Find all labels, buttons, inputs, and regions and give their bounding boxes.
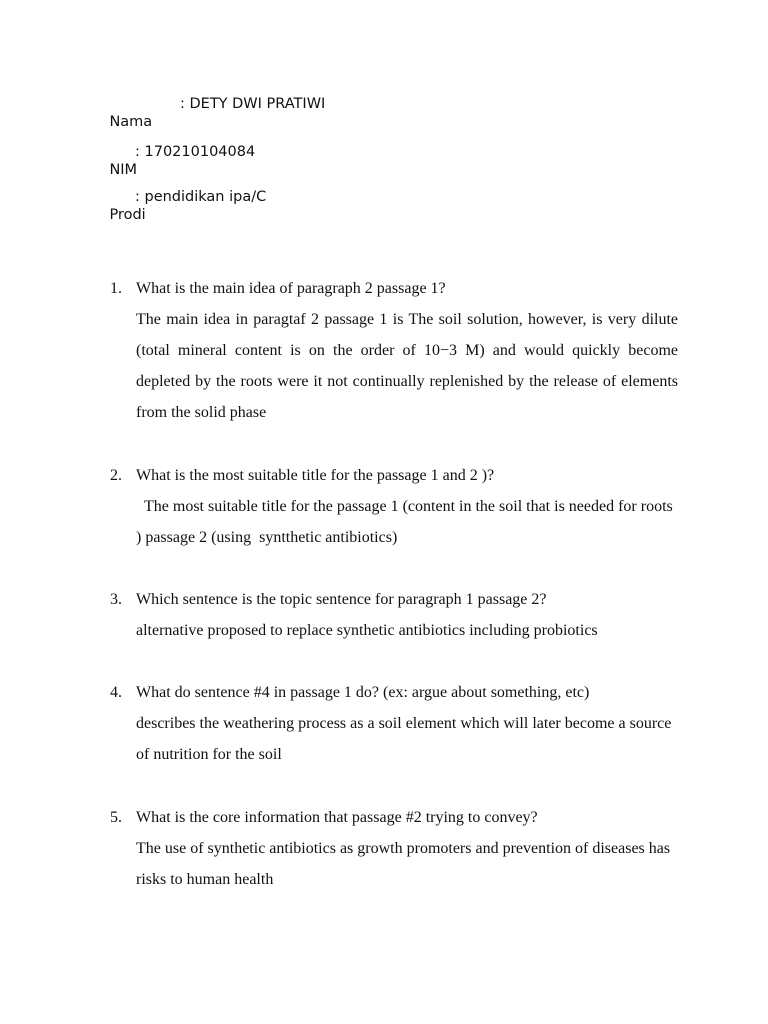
question-text: What is the main idea of paragraph 2 passage 1? bbox=[136, 280, 446, 297]
question-number: 2. bbox=[110, 467, 122, 484]
nim-value: : 170210104084 bbox=[135, 144, 256, 160]
answer-text: describes the weathering process as a soil element which will later become a source of nutrition for the soil bbox=[136, 715, 672, 763]
answer-text: The most suitable title for the passage 1 (content in the soil that is needed for roots ) passage 2 (using syntthetic antibiotics) bbox=[136, 498, 677, 546]
question-text: What is the core information that passage #2 trying to convey? bbox=[136, 809, 538, 826]
question-text: What is the most suitable title for the passage 1 and 2 )? bbox=[136, 467, 495, 484]
prodi-label: Prodi bbox=[109, 207, 146, 223]
question-number: 3. bbox=[110, 591, 122, 608]
answer-text: The main idea in paragtaf 2 passage 1 is The soil solution, however, is very dilute (total mineral content is on the order of 10−3 M) and would quickly become depleted by the roots were it not continually replenished by the release of elements from the solid phase bbox=[136, 311, 678, 421]
question-text: Which sentence is the topic sentence for paragraph 1 passage 2? bbox=[136, 591, 547, 608]
nim-label: NIM bbox=[109, 162, 138, 178]
nama-value: : DETY DWI PRATIWI bbox=[180, 96, 326, 112]
question-number: 4. bbox=[110, 684, 122, 701]
nama-label: Nama bbox=[109, 114, 153, 130]
question-text: What do sentence #4 in passage 1 do? (ex: argue about something, etc) bbox=[136, 684, 590, 701]
question-number: 1. bbox=[110, 280, 122, 297]
prodi-value: : pendidikan ipa/C bbox=[135, 189, 267, 205]
question-number: 5. bbox=[110, 809, 122, 826]
answer-text: alternative proposed to replace synthetic antibiotics including probiotics bbox=[136, 622, 598, 639]
answer-text: The use of synthetic antibiotics as growth promoters and prevention of diseases has risks to human health bbox=[136, 840, 671, 888]
prodi-row bbox=[91, 188, 267, 260]
